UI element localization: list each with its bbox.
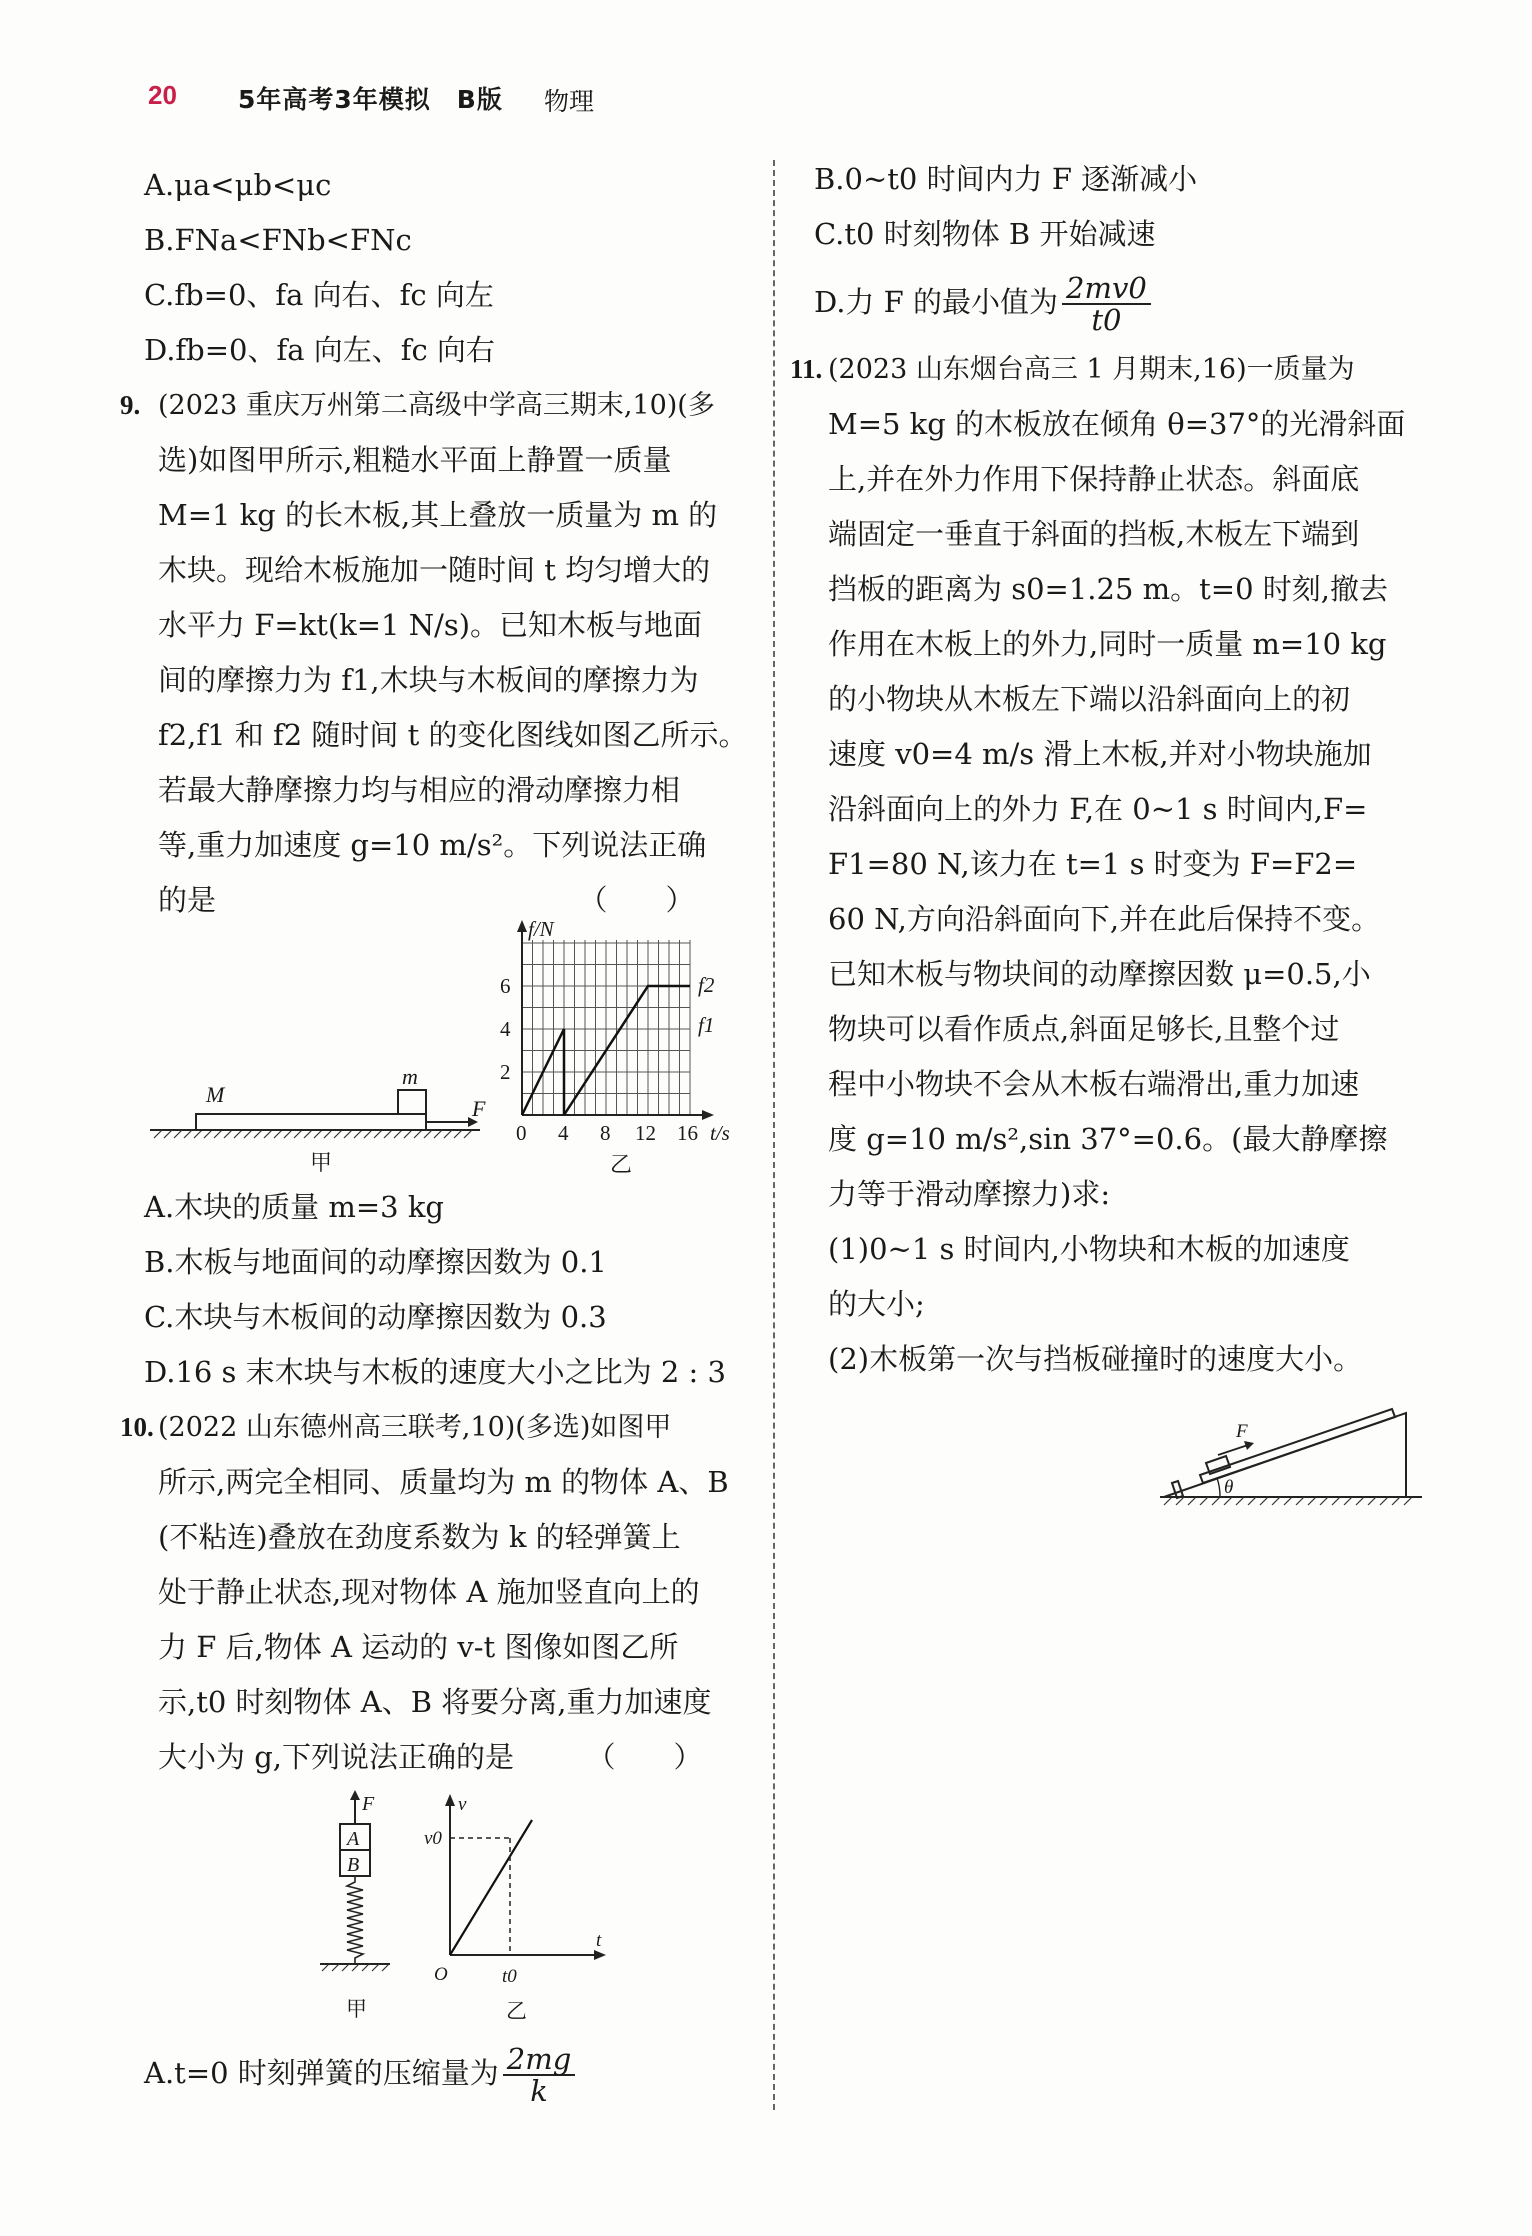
q10-figure-svg: [310, 1790, 620, 2030]
long-board-M: [196, 1114, 426, 1130]
x-axis-arrow: [702, 1110, 714, 1120]
F-label: F: [472, 1096, 486, 1121]
question-text-line: 60 N,方向沿斜面向下,并在此后保持不变。: [828, 902, 1381, 936]
question-text-line: M=5 kg 的木板放在倾角 θ=37°的光滑斜面: [828, 407, 1406, 441]
question-text-line: 间的摩擦力为 f1,木块与木板间的摩擦力为: [158, 663, 699, 697]
question-text-line: 挡板的距离为 s0=1.25 m。t=0 时刻,撤去: [828, 572, 1388, 606]
fraction-numerator: 2mv0: [1062, 273, 1151, 305]
v0-label: v0: [424, 1828, 442, 1849]
x-tick-4: 4: [558, 1121, 569, 1145]
question-text-line: (不粘连)叠放在劲度系数为 k 的轻弹簧上: [158, 1520, 681, 1554]
question-text-line: 所示,两完全相同、质量均为 m 的物体 A、B: [158, 1465, 729, 1499]
x-tick-12: 12: [635, 1121, 656, 1145]
F-label: F: [1236, 1421, 1248, 1442]
spring: [347, 1876, 363, 1964]
v-label: v: [458, 1794, 467, 1815]
base-hatch: [322, 1964, 389, 1971]
question-text-line: 等,重力加速度 g=10 m/s²。下列说法正确: [158, 828, 707, 862]
question-text-line: 已知木板与物块间的动摩擦因数 μ=0.5,小: [828, 957, 1371, 991]
v-t-line: [450, 1820, 532, 1955]
question-text-line: 力等于滑动摩擦力)求:: [828, 1177, 1111, 1211]
q9-option-b: B.木板与地面间的动摩擦因数为 0.1: [144, 1245, 607, 1279]
yi-label: 乙: [610, 1152, 633, 1177]
question-text-line: M=1 kg 的长木板,其上叠放一质量为 m 的: [158, 498, 718, 532]
left-column-lower: [120, 1180, 750, 1785]
column-divider: [773, 160, 775, 2110]
q10-option-c: C.t0 时刻物体 B 开始减速: [814, 217, 1156, 251]
q8-option-a: A.μa<μb<μc: [144, 168, 332, 202]
question-text-line: 的大小;: [828, 1287, 925, 1321]
question-text-line: F1=80 N,该力在 t=1 s 时变为 F=F2=: [828, 847, 1358, 881]
A-label: A: [347, 1828, 360, 1850]
page-header: [0, 70, 1532, 120]
t0-label: t0: [502, 1966, 517, 1987]
theta-label: θ: [1224, 1477, 1234, 1498]
question-9: [120, 378, 750, 928]
question-text-line: (2023 重庆万州第二高级中学高三期末,10)(多: [158, 390, 715, 421]
force-arrow: [1218, 1445, 1248, 1455]
y-axis-label: f/N: [528, 920, 554, 941]
question-text-line: 水平力 F=kt(k=1 N/s)。已知木板与地面: [158, 608, 703, 642]
q8-option-b: B.FNa<FNb<FNc: [144, 223, 412, 257]
q10-option-b: B.0~t0 时间内力 F 逐渐减小: [814, 162, 1198, 196]
q9-option-a: A.木块的质量 m=3 kg: [144, 1190, 444, 1224]
x-axis-label: t/s: [710, 1121, 730, 1145]
q8-option-d: D.fb=0、fa 向左、fc 向右: [144, 333, 495, 367]
origin-label: O: [434, 1964, 448, 1985]
question-text-line: 物块可以看作质点,斜面足够长,且整个过: [828, 1012, 1340, 1046]
question-text-line: 选)如图甲所示,粗糙水平面上静置一质量: [158, 443, 672, 477]
question-text-line: (2022 山东德州高三联考,10)(多选)如图甲: [158, 1412, 672, 1443]
ground-hatch: [154, 1130, 472, 1138]
y-tick-2: 2: [500, 1060, 511, 1084]
B-label: B: [347, 1854, 360, 1876]
question-11: [790, 342, 1430, 1387]
block-m: [398, 1090, 426, 1114]
y-axis-arrow: [517, 920, 527, 932]
q10-option-a: [120, 2038, 750, 2108]
q8-option-c: C.fb=0、fa 向右、fc 向左: [144, 278, 494, 312]
question-text-line: 沿斜面向上的外力 F,在 0~1 s 时间内,F=: [828, 792, 1368, 826]
question-text-line: 力 F 后,物体 A 运动的 v-t 图像如图乙所: [158, 1630, 679, 1664]
q9-option-d: D.16 s 末木块与木板的速度大小之比为 2 : 3: [144, 1355, 726, 1389]
question-text-line: 的小物块从木板左下端以沿斜面向上的初: [828, 682, 1351, 716]
question-text-line: (2)木板第一次与挡板碰撞时的速度大小。: [828, 1342, 1363, 1376]
force-arrow-head: [350, 1790, 360, 1800]
f2-series-label: f2: [698, 973, 715, 997]
f1-series-label: f1: [698, 1013, 715, 1037]
ground-hatch: [1164, 1497, 1412, 1505]
x-tick-0: 0: [516, 1121, 527, 1145]
question-number: 10.: [120, 1412, 154, 1442]
t-axis-arrow: [594, 1950, 606, 1960]
question-text-line: 上,并在外力作用下保持静止状态。斜面底: [828, 462, 1360, 496]
M-label: M: [206, 1082, 225, 1107]
y-tick-6: 6: [500, 974, 511, 998]
right-column: [790, 152, 1430, 1387]
question-text-line: 处于静止状态,现对物体 A 施加竖直向上的: [158, 1575, 700, 1609]
book-title: 5年高考3年模拟 B版: [238, 85, 503, 114]
F-label: F: [362, 1793, 375, 1815]
fraction-denominator: t0: [1091, 303, 1122, 337]
jia-label: 甲: [346, 1997, 367, 2021]
angle-arc: [1217, 1478, 1220, 1497]
question-text-line: 的是 （ ）: [158, 883, 695, 917]
fraction-2mg-over-k: [503, 2044, 576, 2106]
q9-figure-svg: [150, 920, 750, 1180]
y-tick-4: 4: [500, 1017, 511, 1041]
m-label: m: [402, 1064, 418, 1089]
t-label: t: [596, 1930, 602, 1951]
fraction-2mv0-over-t0: [1062, 273, 1151, 335]
q10-figure: [310, 1790, 620, 2030]
force-arrow-head: [1244, 1441, 1254, 1450]
stop-plate: [1172, 1481, 1183, 1498]
question-number: 9.: [120, 390, 141, 420]
q11-figure: [1160, 1405, 1430, 1525]
q11-incline-svg: [1160, 1405, 1430, 1525]
question-text-line: 速度 v0=4 m/s 滑上木板,并对小物块施加: [828, 737, 1372, 771]
question-text-line: 度 g=10 m/s²,sin 37°=0.6。(最大静摩擦: [828, 1122, 1388, 1156]
question-text-line: (1)0~1 s 时间内,小物块和木板的加速度: [828, 1232, 1350, 1266]
q10-option-d: [790, 262, 1430, 342]
option-a-text: A.t=0 时刻弹簧的压缩量为: [144, 2056, 499, 2090]
question-text-line: 大小为 g,下列说法正确的是 （ ）: [158, 1740, 703, 1774]
fraction-denominator: k: [530, 2074, 548, 2108]
v-axis-arrow: [445, 1794, 455, 1806]
question-text-line: 程中小物块不会从木板右端滑出,重力加速: [828, 1067, 1360, 1101]
fraction-numerator: 2mg: [503, 2044, 576, 2076]
question-text-line: 作用在木板上的外力,同时一质量 m=10 kg: [828, 627, 1387, 661]
question-10: [120, 1400, 750, 1785]
jia-label: 甲: [310, 1150, 333, 1175]
question-text-line: 示,t0 时刻物体 A、B 将要分离,重力加速度: [158, 1685, 712, 1719]
yi-label: 乙: [506, 1999, 527, 2023]
wooden-board: [1200, 1409, 1395, 1483]
graph-grid: [522, 940, 690, 1115]
question-text-line: f2,f1 和 f2 随时间 t 的变化图线如图乙所示。: [158, 718, 748, 752]
q9-option-c: C.木块与木板间的动摩擦因数为 0.3: [144, 1300, 607, 1334]
question-text-line: 若最大静摩擦力均与相应的滑动摩擦力相: [158, 773, 681, 807]
x-tick-8: 8: [600, 1121, 611, 1145]
x-tick-16: 16: [677, 1121, 698, 1145]
page-number: 20: [148, 80, 177, 110]
question-text-line: 木块。现给木板施加一随时间 t 均匀增大的: [158, 553, 711, 587]
option-d-text: D.力 F 的最小值为: [814, 285, 1058, 319]
question-text-line: (2023 山东烟台高三 1 月期末,16)一质量为: [828, 354, 1355, 385]
subject-label: 物理: [544, 87, 595, 116]
question-number: 11.: [790, 354, 823, 384]
question-text-line: 端固定一垂直于斜面的挡板,木板左下端到: [828, 517, 1360, 551]
q9-figure: [150, 920, 750, 1180]
left-column: [120, 158, 750, 928]
